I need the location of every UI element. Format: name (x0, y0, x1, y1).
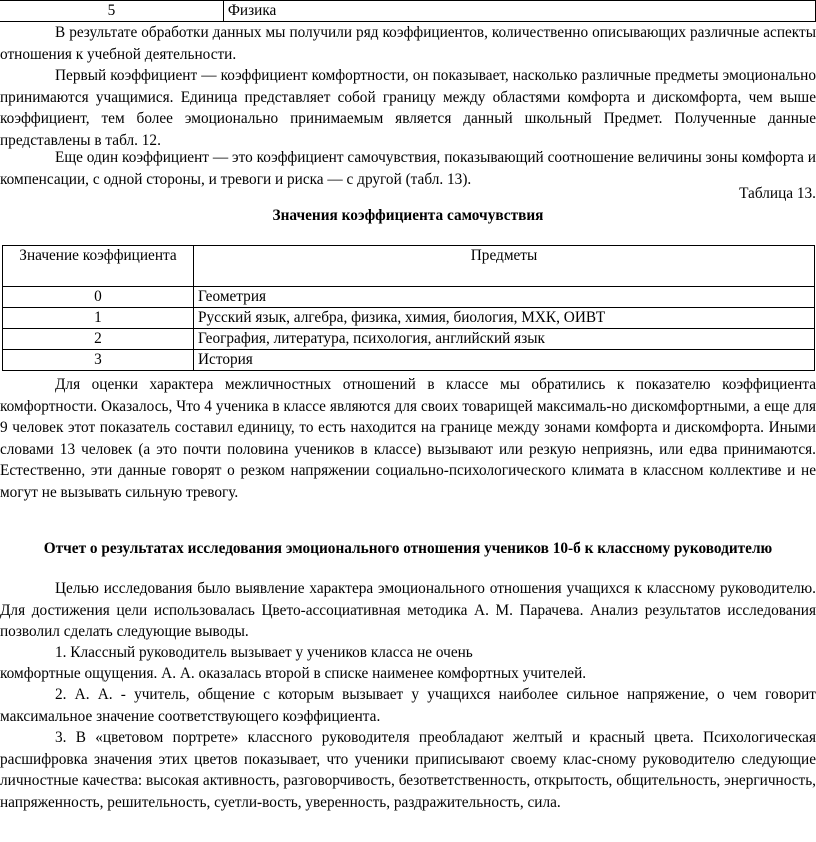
paragraph-3: Еще один коэффициент — это коэффициент самочувствия, показывающий соотношение величины зоны комфорта и компенсации, с одной стороны, и тревоги и риска — с другой (табл. 13). (0, 149, 816, 188)
row-value: 1 (3, 308, 194, 329)
paragraph-4: Для оценки характера межличностных отношений в классе мы обратились к показателю коэффициента комфортности. Оказалось, Что 4 ученика в классе являются для своих товарищей максималь-но дискомфортными, а еще для 9 человек этот показатель составил единицу, то есть находится на границе между зонами комфорта и дискомфорта. Иными словами 13 человек (а это почти половина учеников в классе) вызывают или резкую неприязнь, или едва принимаются. Естественно, эти данные говорят о резком напряжении социально-психологического климата в классном коллективе и не могут не вызывать сильную тревогу. (0, 376, 816, 501)
table-row (0, 1, 816, 22)
header-subjects: Предметы (194, 246, 815, 287)
item-1-line-1: 1. Классный руководитель вызывает у учеников класса не очень (55, 644, 473, 661)
continued-table (0, 0, 816, 22)
table-row (3, 329, 815, 350)
row-subjects: Геометрия (194, 287, 815, 308)
paragraph-5: Целью исследования было выявление характера эмоционального отношения учащихся к классному руководителю. Для достижения цели использовалась Цвето-ассоциативная методика А. М. Парачева. Анализ результатов исследования позволил сделать следующие выводы. (0, 580, 816, 641)
table-row (3, 287, 815, 308)
row-value: 2 (3, 329, 194, 350)
row-subjects: География, литература, психология, английский язык (194, 329, 815, 350)
table-cell-number: 5 (0, 1, 223, 22)
header-value: Значение коэффициента (3, 246, 194, 287)
table-row (3, 350, 815, 371)
table-title: Значения коэффициента самочувствия (272, 207, 544, 224)
table-row (3, 308, 815, 329)
row-subjects: Русский язык, алгебра, физика, химия, биология, МХК, ОИВТ (194, 308, 815, 329)
row-subjects: История (194, 350, 815, 371)
report-title: Отчет о результатах исследования эмоционального отношения учеников 10-б к классному руководителю (43, 540, 773, 557)
table-cell-subject: Физика (223, 1, 815, 22)
table-header-row (3, 246, 815, 287)
coefficient-table (2, 245, 815, 371)
item-1-line-2: комфортные ощущения. А. А. оказалась второй в списке наименее комфортных учителей. (0, 665, 587, 682)
paragraph-2: Первый коэффициент — коэффициент комфортности, он показывает, насколько различные предметы эмоционально принимаются учащимися. Единица представляет собой границу между областями комфорта и дискомфорта, чем выше коэффициент, тем более эмоционально принимаемым является данный школьный Предмет. Полученные данные представлены в табл. 12. (0, 67, 816, 149)
row-value: 3 (3, 350, 194, 371)
row-value: 0 (3, 287, 194, 308)
table-label: Таблица 13. (739, 185, 816, 202)
paragraph-1: В результате обработки данных мы получили ряд коэффициентов, количественно описывающих различные аспекты отношения к учебной деятельности. (0, 24, 816, 63)
item-3: 3. В «цветовом портрете» классного руководителя преобладают желтый и красный цвета. Психологическая расшифровка значения этих цветов показывает, что ученики приписывают своему клас-сному руководителю следующие личностные качества: высокая активность, разговорчивость, безответственность, открытость, общительность, энергичность, напряженность, решительность, суетли-вость, уверенность, раздражительность, сила. (0, 729, 816, 811)
item-2: 2. А. А. - учитель, общение с которым вызывает у учащихся наиболее сильное напряжение, о чем говорит максимальное значение соответствующего коэффициента. (0, 686, 816, 725)
